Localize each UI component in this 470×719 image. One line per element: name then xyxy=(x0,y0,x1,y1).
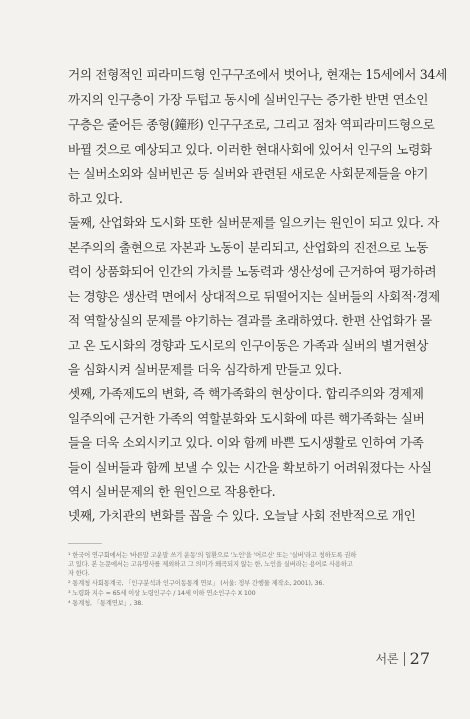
body-line: 들을 더욱 소외시키고 있다. 이와 함께 바쁜 도시생활로 인하여 가족 xyxy=(68,435,424,450)
footnote-divider xyxy=(68,543,102,544)
body-line: 일주의에 근거한 가족의 역할분화와 도시화에 따른 핵가족화는 실버 xyxy=(68,411,425,426)
body-line: 역시 실버문제의 한 원인으로 작용한다. xyxy=(68,484,276,499)
body-line: 들이 실버들과 함께 보낼 수 있는 시간을 확보하기 어려워졌다는 사실 xyxy=(68,460,432,475)
footnote-line: 자 한다. xyxy=(68,570,90,577)
footnote-line: ¹ 한국어 연구회에서는 '바른말 고운말 쓰기 운동'의 일환으로 '노인'을 '어르신' 또는 '실버'라고 칭하도록 권하 xyxy=(68,552,357,559)
page-footer xyxy=(375,649,430,668)
body-line: 력이 상품화되어 인간의 가치를 노동력과 생산성에 근거하여 평가하려 xyxy=(68,264,437,279)
body-line: 구층은 줄어든 종형(鐘形) 인구구조로, 그리고 점차 역피라미드형으로 xyxy=(68,117,435,132)
body-line: 하고 있다. xyxy=(68,191,123,206)
footnote-line: 고 있다. 본 논문에서는 고유명사를 제외하고 그 의미가 왜곡되지 않는 한, 노인을 실버라는 용어로 사용하고 xyxy=(68,561,353,568)
body-line: 둘째, 산업화와 도시화 또한 실버문제를 일으키는 원인이 되고 있다. 자 xyxy=(68,215,440,230)
body-line: 을 심화시켜 실버문제를 더욱 심각하게 만들고 있다. xyxy=(68,362,342,377)
body-line: 고 온 도시화의 경향과 도시로의 인구이동은 가족과 실버의 별거현상 xyxy=(68,338,429,353)
page-number: 27 xyxy=(409,649,430,668)
body-line: 셋째, 가족제도의 변화, 즉 핵가족화의 현상이다. 합리주의와 경제제 xyxy=(68,386,424,401)
footer-separator xyxy=(404,652,405,666)
footnote-line: ² 통계청 사회통계국, 「인구분석과 인구이동통계 연보」 (서울: 정부 간행물 제작소, 2001), 36. xyxy=(68,580,325,587)
body-line: 거의 전형적인 피라미드형 인구구조에서 벗어나, 현재는 15세에서 34세 xyxy=(68,67,447,82)
body-line: 는 경향은 생산력 면에서 상대적으로 뒤떨어지는 실버들의 사회적·경제 xyxy=(68,289,440,304)
body-line: 는 실버소외와 실버빈곤 등 실버와 관련된 새로운 사회문제들을 야기 xyxy=(68,166,429,181)
body-line: 적 역할상실의 문제를 야기하는 결과를 초래하였다. 한편 산업화가 몰 xyxy=(68,313,432,328)
body-line: 까지의 인구층이 가장 두텁고 동시에 실버인구는 증가한 반면 연소인 xyxy=(68,92,429,107)
section-title: 서론 xyxy=(375,652,399,666)
body-line: 본주의의 출현으로 자본과 노동이 분리되고, 산업화의 진전으로 노동 xyxy=(68,240,429,255)
body-line: 바뀔 것으로 예상되고 있다. 이러한 현대사회에 있어서 인구의 노령화 xyxy=(68,142,432,157)
footnote-line: ⁴ 통계청, 「통계연보」, 38. xyxy=(68,600,144,607)
footnote-line: ³ 노령화 지수 = 65세 이상 노령인구수 / 14세 이하 연소인구수 X 100 xyxy=(68,590,256,597)
body-line: 넷째, 가치관의 변화를 꼽을 수 있다. 오늘날 사회 전반적으로 개인 xyxy=(68,508,416,523)
